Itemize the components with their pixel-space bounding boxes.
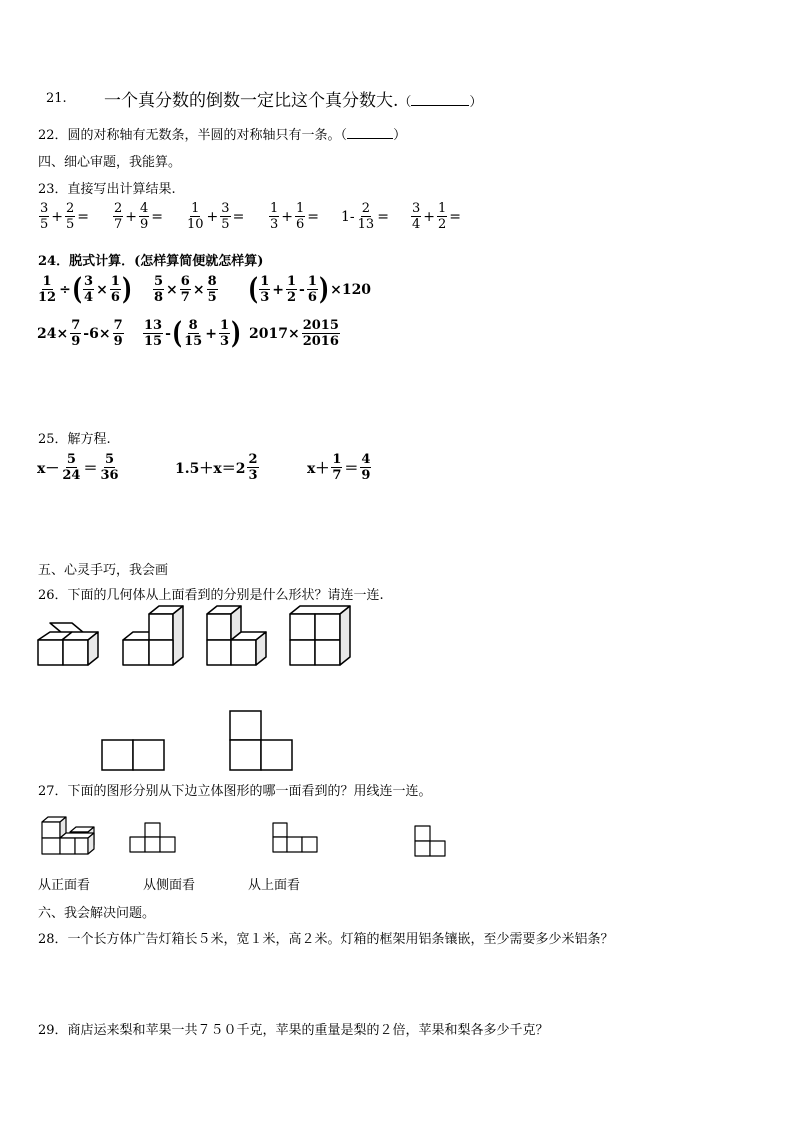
fraction-numerator: 13 bbox=[144, 318, 163, 333]
section-6-heading: 六、我会解决问题。 bbox=[38, 906, 156, 921]
q26-title: 26．下面的几何体从上面看到的分别是什么形状？请连一连. bbox=[38, 588, 384, 603]
fraction-denominator: 7 bbox=[114, 217, 123, 232]
fraction-numerator: 4 bbox=[361, 452, 371, 467]
fraction-denominator: 4 bbox=[412, 217, 421, 232]
math-operator: = bbox=[77, 208, 90, 225]
math-operator: 2017× bbox=[249, 325, 300, 342]
fraction-numerator: 1 bbox=[286, 274, 297, 289]
math-operator: = bbox=[307, 208, 320, 225]
fraction-denominator: 6 bbox=[296, 217, 305, 232]
fraction-numerator: 2 bbox=[361, 201, 371, 216]
math-operator: x＋ bbox=[307, 460, 330, 477]
math-operator: ×120 bbox=[330, 281, 372, 298]
fraction-numerator: 8 bbox=[207, 274, 217, 289]
fraction-numerator: 5 bbox=[66, 452, 76, 467]
math-operator: ÷ bbox=[59, 281, 71, 298]
parenthesis: ( bbox=[172, 315, 182, 351]
parenthesis: ) bbox=[231, 315, 242, 351]
section-4-heading: 四、细心审题，我能算。 bbox=[38, 155, 182, 170]
fraction-numerator: 8 bbox=[188, 318, 198, 333]
fraction-denominator: 2016 bbox=[302, 334, 339, 349]
math-operator: + bbox=[205, 325, 217, 342]
fraction-numerator: 1 bbox=[332, 452, 342, 467]
fraction-numerator: 1 bbox=[42, 274, 52, 289]
math-operator: + bbox=[206, 208, 219, 225]
parenthesis: ) bbox=[121, 271, 132, 307]
q22-close-paren: ） bbox=[393, 128, 407, 143]
fraction-denominator: 5 bbox=[221, 217, 230, 232]
q21-open-paren: （ bbox=[398, 95, 412, 110]
parenthesis: ( bbox=[248, 271, 259, 307]
fraction-denominator: 12 bbox=[38, 290, 57, 305]
math-operator: 24× bbox=[37, 325, 69, 342]
math-operator: 1.5＋x＝2 bbox=[175, 460, 246, 477]
q27-solid[interactable] bbox=[42, 817, 94, 854]
math-operator: = bbox=[232, 208, 245, 225]
fraction-denominator: 6 bbox=[110, 290, 120, 305]
math-operator: = bbox=[151, 208, 164, 225]
fraction-denominator: 8 bbox=[154, 290, 164, 305]
math-operator: + bbox=[423, 208, 436, 225]
fraction-numerator: 7 bbox=[71, 318, 81, 333]
fraction-denominator: 5 bbox=[66, 217, 75, 232]
fraction-denominator: 7 bbox=[180, 290, 190, 305]
q21-text: 一个真分数的倒数一定比这个真分数大. bbox=[104, 91, 399, 111]
math-operator: - bbox=[299, 281, 305, 298]
q27-view-c[interactable] bbox=[415, 826, 445, 856]
fraction-denominator: 15 bbox=[184, 334, 203, 349]
fraction-numerator: 5 bbox=[154, 274, 164, 289]
fraction-denominator: 13 bbox=[357, 217, 375, 232]
math-operator: 1- bbox=[341, 208, 355, 225]
fraction-numerator: 1 bbox=[270, 201, 279, 216]
fraction-denominator: 9 bbox=[71, 334, 81, 349]
fraction-denominator: 4 bbox=[84, 290, 94, 305]
math-operator: + bbox=[51, 208, 64, 225]
fraction-numerator: 7 bbox=[113, 318, 123, 333]
fraction-denominator: 9 bbox=[113, 334, 123, 349]
fraction-denominator: 10 bbox=[187, 217, 204, 232]
fraction-numerator: 3 bbox=[84, 274, 94, 289]
fraction-denominator: 3 bbox=[248, 468, 258, 483]
q27-label-side[interactable]: 从侧面看 bbox=[143, 878, 196, 893]
fraction-numerator: 1 bbox=[219, 318, 229, 333]
parenthesis: ( bbox=[71, 271, 82, 307]
fraction-numerator: 5 bbox=[104, 452, 115, 467]
q27-view-a[interactable] bbox=[130, 823, 175, 852]
math-operator: x－ bbox=[37, 460, 60, 477]
fraction-denominator: 5 bbox=[40, 217, 49, 232]
fraction-denominator: 3 bbox=[270, 217, 279, 232]
fraction-denominator: 3 bbox=[260, 290, 270, 305]
q27-title: 27．下面的图形分别从下边立体图形的哪一面看到的？用线连一连。 bbox=[38, 784, 432, 799]
q25-title: 25．解方程. bbox=[38, 432, 111, 447]
fraction-denominator: 2 bbox=[438, 217, 447, 232]
fraction-numerator: 1 bbox=[307, 274, 317, 289]
math-operator: + bbox=[272, 281, 284, 298]
fraction-numerator: 2 bbox=[66, 201, 75, 216]
fraction-numerator: 1 bbox=[191, 201, 200, 216]
fraction-numerator: 3 bbox=[221, 201, 230, 216]
fraction-numerator: 1 bbox=[296, 201, 305, 216]
fraction-numerator: 6 bbox=[180, 274, 190, 289]
math-operator: ＝ bbox=[83, 460, 98, 477]
math-operator: + bbox=[281, 208, 294, 225]
math-operator: = bbox=[449, 208, 462, 225]
fraction-numerator: 1 bbox=[438, 201, 447, 216]
fraction-denominator: 3 bbox=[219, 334, 229, 349]
fraction-numerator: 3 bbox=[412, 201, 421, 216]
q29-text: 29．商店运来梨和苹果一共７５０千克，苹果的重量是梨的２倍，苹果和梨各多少千克？ bbox=[38, 1023, 549, 1038]
parenthesis: ) bbox=[319, 271, 329, 307]
q21-close-paren: ） bbox=[469, 95, 483, 110]
fraction-denominator: 9 bbox=[140, 217, 149, 232]
q22-text: 22．圆的对称轴有无数条，半圆的对称轴只有一条。 bbox=[38, 128, 341, 143]
fraction-denominator: 5 bbox=[207, 290, 217, 305]
q27-view-b[interactable] bbox=[273, 823, 317, 852]
math-operator: × bbox=[166, 281, 178, 298]
fraction-denominator: 7 bbox=[332, 468, 342, 483]
q22-open-paren: （ bbox=[340, 128, 348, 143]
fraction-denominator: 36 bbox=[100, 468, 119, 483]
q21-number: 21. bbox=[46, 91, 67, 106]
math-operator: ＝ bbox=[344, 460, 359, 477]
fraction-numerator: 4 bbox=[140, 201, 149, 216]
math-operator: + bbox=[125, 208, 138, 225]
fraction-numerator: 1 bbox=[110, 274, 120, 289]
section-5-heading: 五、心灵手巧，我会画 bbox=[38, 563, 169, 578]
math-operator: - bbox=[165, 325, 171, 342]
fraction-numerator: 2015 bbox=[302, 318, 339, 333]
fraction-numerator: 2 bbox=[114, 201, 123, 216]
q28-text: 28．一个长方体广告灯箱长５米，宽１米，高２米。灯箱的框架用铝条镶嵌，至少需要多少米铝条？ bbox=[38, 932, 614, 947]
math-operator: = bbox=[377, 208, 389, 225]
fraction-denominator: 9 bbox=[361, 468, 371, 483]
fraction-denominator: 2 bbox=[286, 290, 297, 305]
fraction-denominator: 15 bbox=[144, 334, 163, 349]
fraction-numerator: 3 bbox=[40, 201, 49, 216]
math-operator: -6× bbox=[83, 325, 111, 342]
math-operator: × bbox=[96, 281, 108, 298]
fraction-denominator: 24 bbox=[62, 468, 81, 483]
q27-label-front[interactable]: 从正面看 bbox=[38, 878, 91, 893]
fraction-denominator: 6 bbox=[307, 290, 317, 305]
q27-label-top[interactable]: 从上面看 bbox=[248, 878, 301, 893]
q23-title: 23．直接写出计算结果. bbox=[38, 182, 176, 197]
q24-title: 24．脱式计算．(怎样算简便就怎样算) bbox=[38, 254, 264, 269]
math-operator: × bbox=[192, 281, 205, 298]
fraction-numerator: 2 bbox=[248, 452, 258, 467]
fraction-numerator: 1 bbox=[260, 274, 270, 289]
